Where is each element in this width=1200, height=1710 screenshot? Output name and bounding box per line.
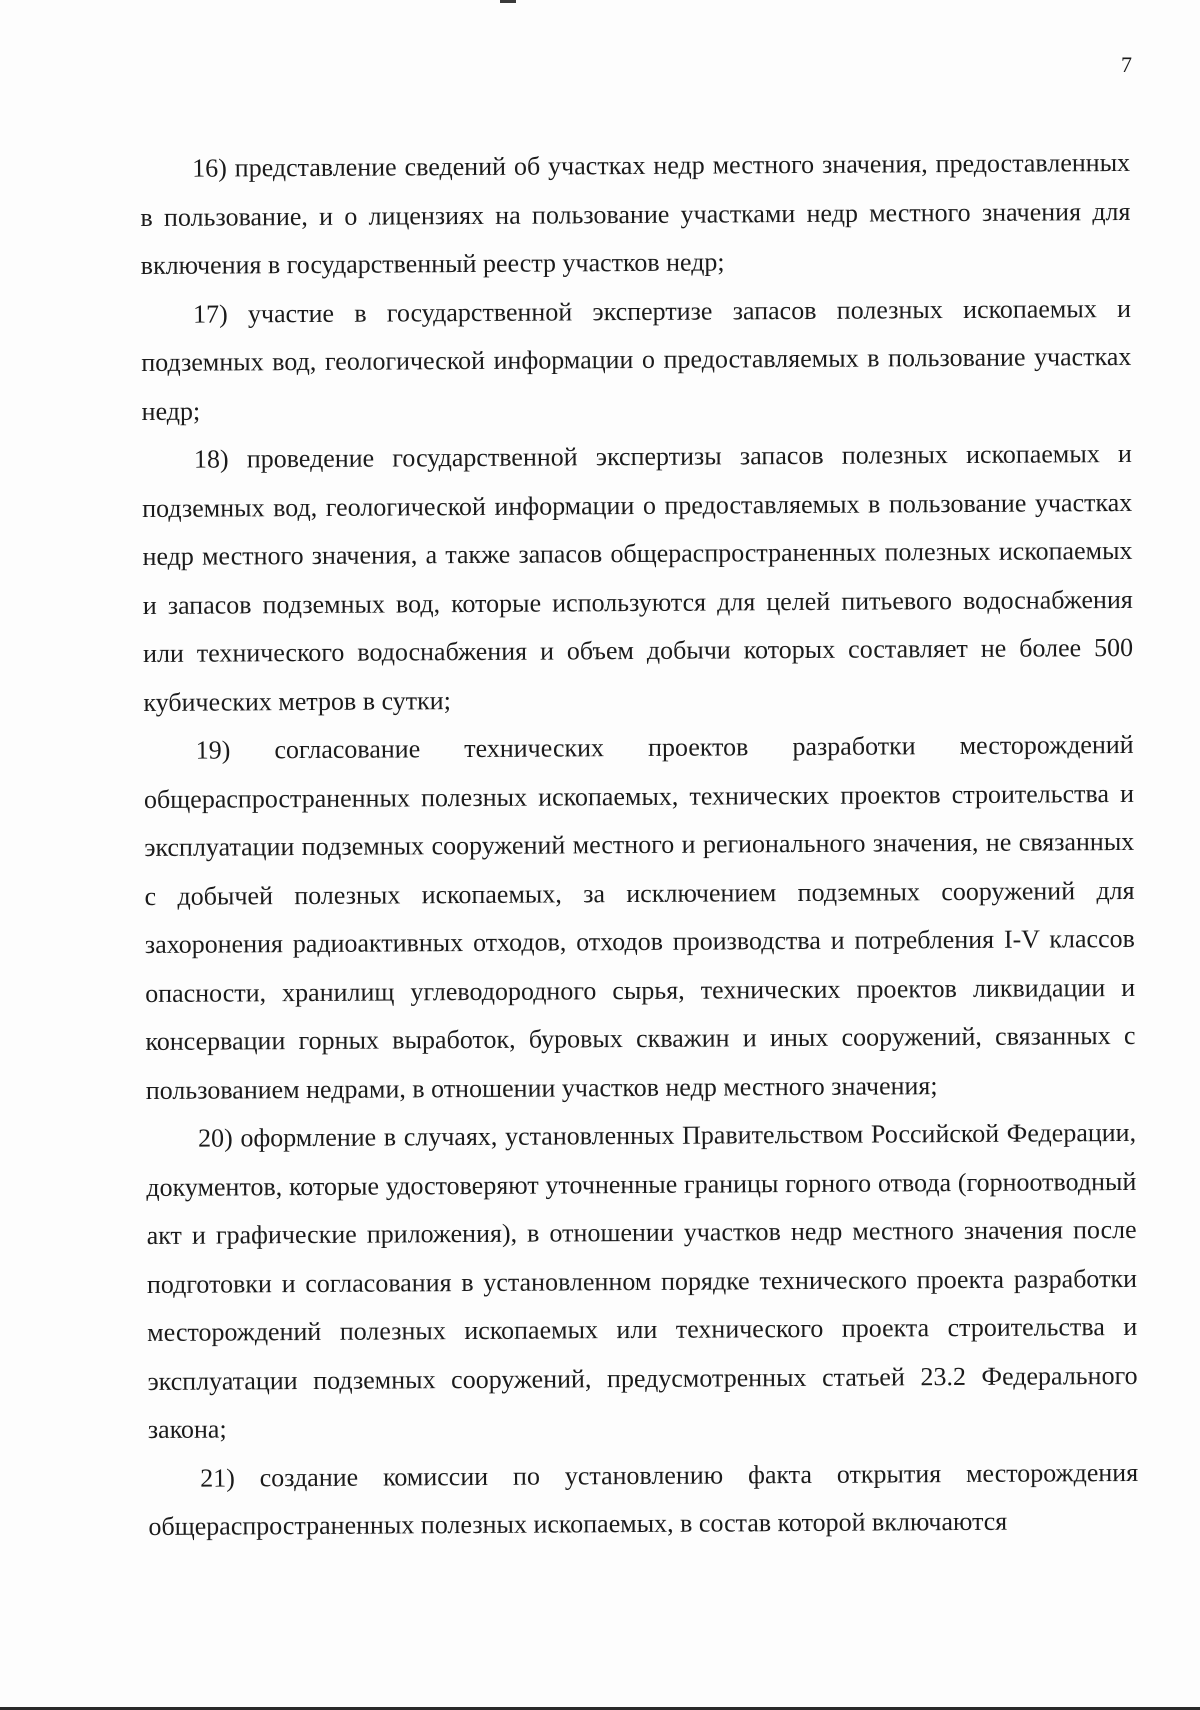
paragraph-21: 21) создание комиссии по установлению факта открытия месторождения общераспространенных полезных ископаемых, в состав которой включаются (148, 1457, 1139, 1541)
paragraph-18: 18) проведение государственной экспертизы запасов полезных ископаемых и подземных вод, геологической информации о предоставляемых в пользование участках недр местного значения, а также запасов общераспространенных полезных ископаемых и запасов подземных вод, которые используются для целей питьевого водоснабжения или технического водоснабжения и объем добычи которых составляет не более 500 кубических метров в сутки; (142, 438, 1134, 717)
page-number: 7 (1121, 52, 1132, 77)
paragraph-19: 19) согласование технических проектов разработки месторождений общераспространенных полезных ископаемых, технических проектов строительства и эксплуатации подземных сооружений местного и регионального значения, не связанных с добычей полезных ископаемых, за исключением подземных сооружений для захоронения радиоактивных отходов, отходов производства и потребления I-V классов опасности, хранилищ углеводородного сырья, технических проектов ликвидации и консервации горных выработок, буровых скважин и иных сооружений, связанных с пользованием недрами, в отношении участков недр местного значения; (143, 729, 1136, 1105)
paragraph-17: 17) участие в государственной экспертизе запасов полезных ископаемых и подземных вод, геологической информации о предоставляемых в пользование участках недр; (141, 293, 1132, 426)
scan-mark (500, 0, 516, 3)
paragraph-16: 16) представление сведений об участках недр местного значения, предоставленных в пользование, и о лицензиях на пользование участками недр местного значения для включения в государственный реестр участков недр; (140, 147, 1131, 280)
document-body (140, 139, 1139, 1552)
paragraph-20: 20) оформление в случаях, установленных Правительством Российской Федерации, документов, которые удостоверяют уточненные границы горного отвода (горноотводный акт и графические приложения), в отношении участков недр местного значения после подготовки и согласования в установленном порядке технического проекта разработки месторождений полезных ископаемых или технического проекта строительства и эксплуатации подземных сооружений, предусмотренных статьей 23.2 Федерального закона; (146, 1117, 1138, 1444)
